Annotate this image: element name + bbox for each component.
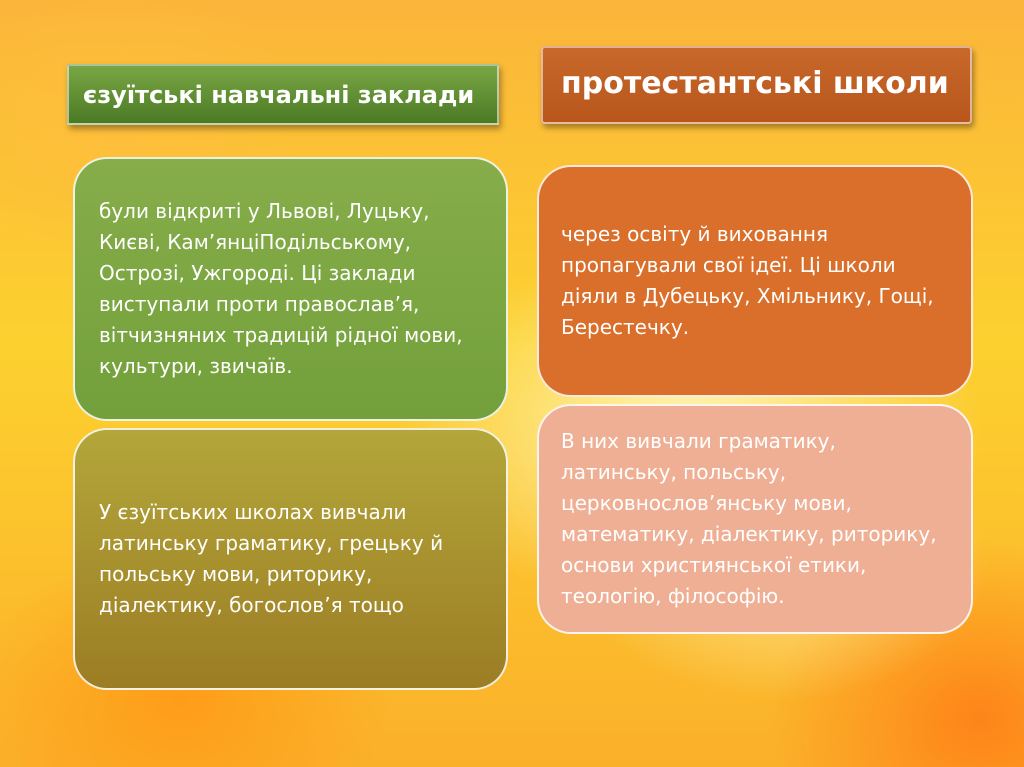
jesuit-schools-header [67,64,499,125]
jesuit-schools-header-label: єзуїтські навчальні заклади [83,80,475,109]
protestant-ideas-card [537,165,973,397]
jesuit-locations-card [73,157,508,421]
protestant-schools-header-label: протестантські школи [561,66,949,101]
jesuit-subjects-text: У єзуїтських школах вивчали латинську граматику, грецьку й польську мови, риторику, діалектику, богослов’я тощо [99,500,444,617]
jesuit-locations-text: були відкриті у Львові, Луцьку, Києві, Кам’янціПодільському, Острозі, Ужгороді. Ці заклади виступали проти православ’я, вітчизняних традицій рідної мови, культури, звичаїв. [99,199,463,378]
protestant-schools-header [541,46,972,124]
protestant-subjects-card [537,404,973,634]
protestant-subjects-text: В них вивчали граматику, латинську, польську, церковнослов’янську мови, математику, діалектику, риторику, основи християнської етики, теологію, філософію. [561,429,937,608]
jesuit-subjects-card [73,428,508,690]
protestant-ideas-text: через освіту й виховання пропагували свої ідеї. Ці школи діяли в Дубецьку, Хмільнику, Гощі, Берестечку. [561,222,934,339]
